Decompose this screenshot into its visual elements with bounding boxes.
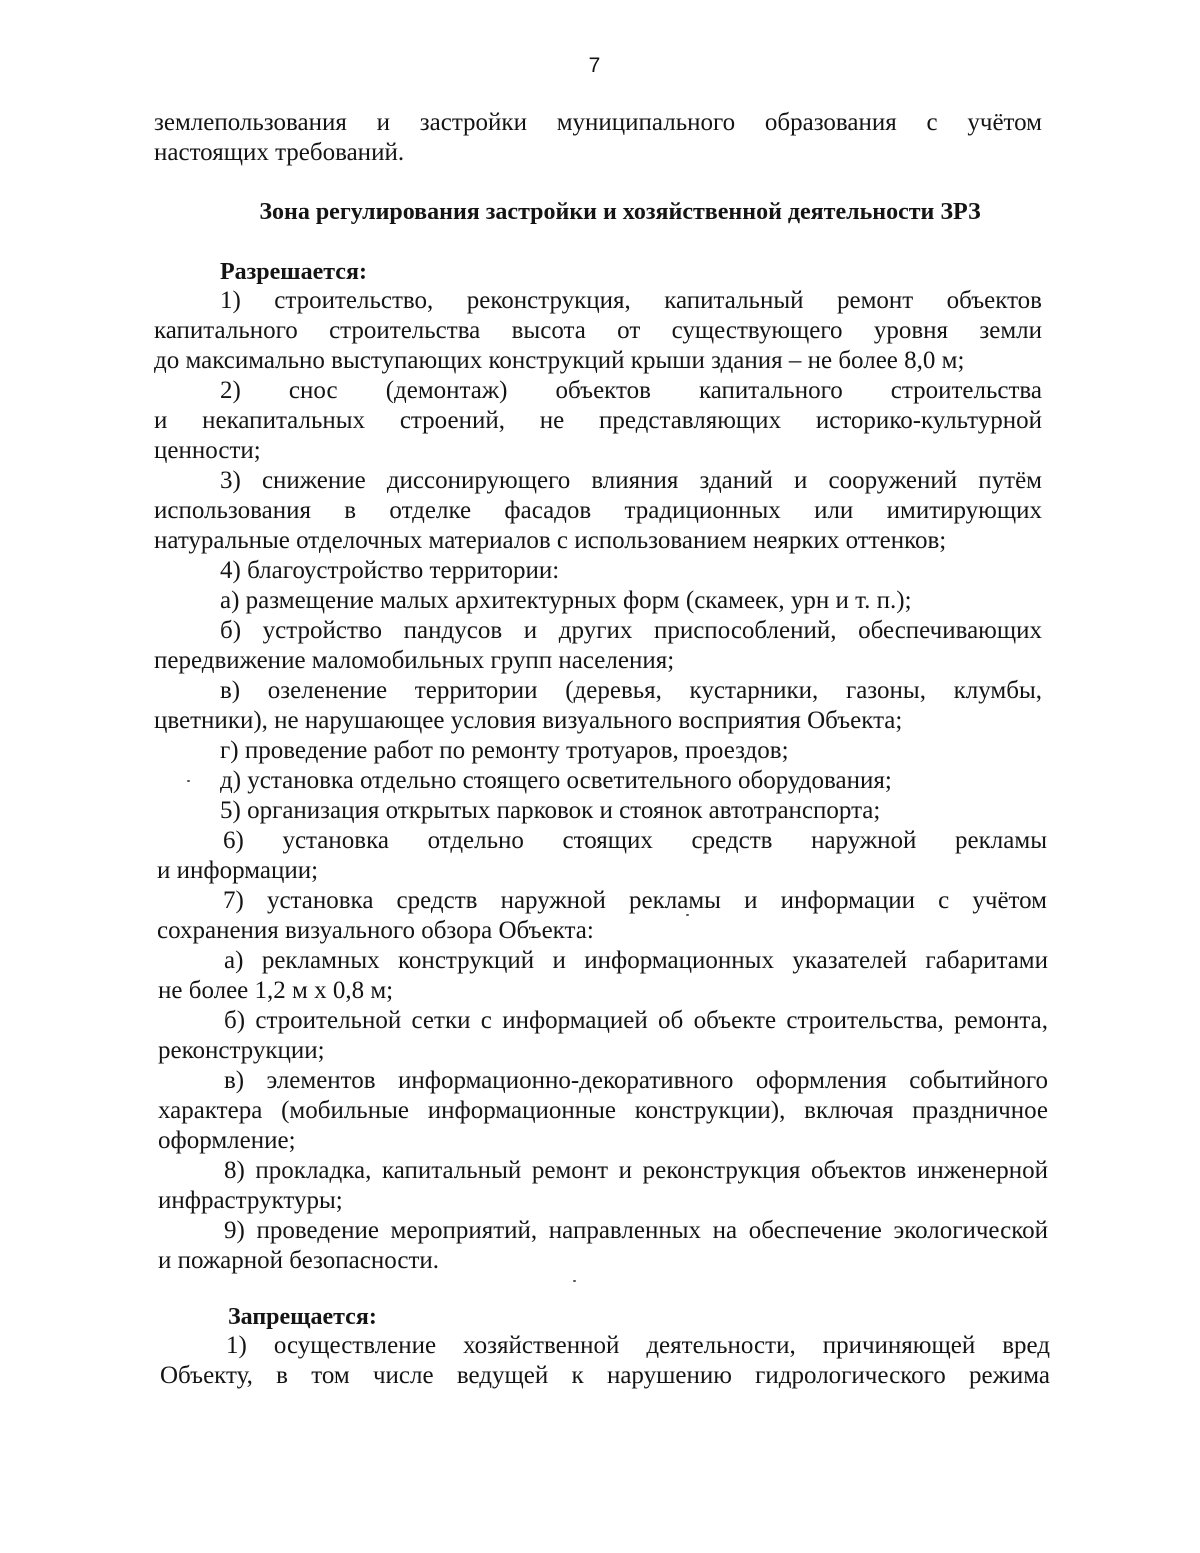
- allowed-line: 5) организация открытых парковок и стоянок автотранспорта;: [220, 797, 881, 824]
- allowed-line: цветники), не нарушающее условия визуального восприятия Объекта;: [154, 707, 903, 734]
- prohibited-heading: Запрещается:: [228, 1304, 377, 1330]
- allowed-line: 1) строительство, реконструкция, капитальный ремонт объектов: [220, 287, 1042, 314]
- allowed-line: 2) снос (демонтаж) объектов капитального строительства: [220, 377, 1042, 404]
- allowed-line: и информации;: [157, 857, 319, 884]
- allowed-line: и некапитальных строений, не представляющих историко-культурной: [154, 407, 1042, 434]
- allowed-line: передвижение маломобильных групп населения;: [154, 647, 675, 674]
- allowed-line: использования в отделке фасадов традиционных или имитирующих: [154, 497, 1042, 524]
- intro-line-2: настоящих требований.: [154, 139, 405, 166]
- allowed-line: ценности;: [154, 437, 261, 464]
- allowed-line: 9) проведение мероприятий, направленных на обеспечение экологической: [224, 1217, 1048, 1244]
- page-number: 7: [588, 54, 601, 77]
- allowed-line: 8) прокладка, капитальный ремонт и реконструкция объектов инженерной: [224, 1157, 1048, 1184]
- allowed-line: капитального строительства высота от существующего уровня земли: [154, 317, 1042, 344]
- allowed-line: б) устройство пандусов и других приспособлений, обеспечивающих: [220, 617, 1042, 644]
- allowed-line: 6) установка отдельно стоящих средств наружной рекламы: [223, 827, 1047, 854]
- allowed-line: в) озеленение территории (деревья, кустарники, газоны, клумбы,: [220, 677, 1042, 704]
- allowed-line: б) строительной сетки с информацией об объекте строительства, ремонта,: [224, 1007, 1048, 1034]
- allowed-line: до максимально выступающих конструкций крыши здания – не более 8,0 м;: [154, 347, 965, 374]
- allowed-line: натуральные отделочных материалов с использованием неярких оттенков;: [154, 527, 947, 554]
- allowed-line: а) рекламных конструкций и информационных указателей габаритами: [224, 947, 1048, 974]
- allowed-line: 4) благоустройство территории:: [220, 557, 560, 584]
- scan-speck: [686, 914, 689, 916]
- allowed-line: а) размещение малых архитектурных форм (скамеек, урн и т. п.);: [220, 587, 912, 614]
- allowed-line: реконструкции;: [158, 1037, 325, 1064]
- allowed-line: 7) установка средств наружной рекламы и информации с учётом: [223, 887, 1047, 914]
- scan-speck: [573, 1280, 576, 1282]
- allowed-line: характера (мобильные информационные конструкции), включая праздничное: [158, 1097, 1048, 1124]
- allowed-line: не более 1,2 м х 0,8 м;: [158, 977, 394, 1004]
- allowed-line: и пожарной безопасности.: [158, 1247, 440, 1274]
- allowed-line: инфраструктуры;: [158, 1187, 343, 1214]
- zone-title: Зона регулирования застройки и хозяйственной деятельности ЗРЗ: [259, 199, 981, 225]
- prohibited-line: 1) осуществление хозяйственной деятельности, причиняющей вред: [226, 1332, 1050, 1359]
- allowed-line: сохранения визуального обзора Объекта:: [157, 917, 594, 944]
- intro-line-1: землепользования и застройки муниципального образования с учётом: [154, 109, 1042, 136]
- prohibited-line: Объекту, в том числе ведущей к нарушению гидрологического режима: [160, 1362, 1050, 1389]
- allowed-line: г) проведение работ по ремонту тротуаров, проездов;: [220, 737, 789, 764]
- allowed-heading: Разрешается:: [220, 259, 367, 285]
- allowed-line: в) элементов информационно-декоративного оформления событийного: [224, 1067, 1048, 1094]
- scan-speck: [187, 780, 190, 782]
- allowed-line: 3) снижение диссонирующего влияния зданий и сооружений путём: [220, 467, 1042, 494]
- allowed-line: д) установка отдельно стоящего осветительного оборудования;: [220, 767, 892, 794]
- allowed-line: оформление;: [158, 1127, 296, 1154]
